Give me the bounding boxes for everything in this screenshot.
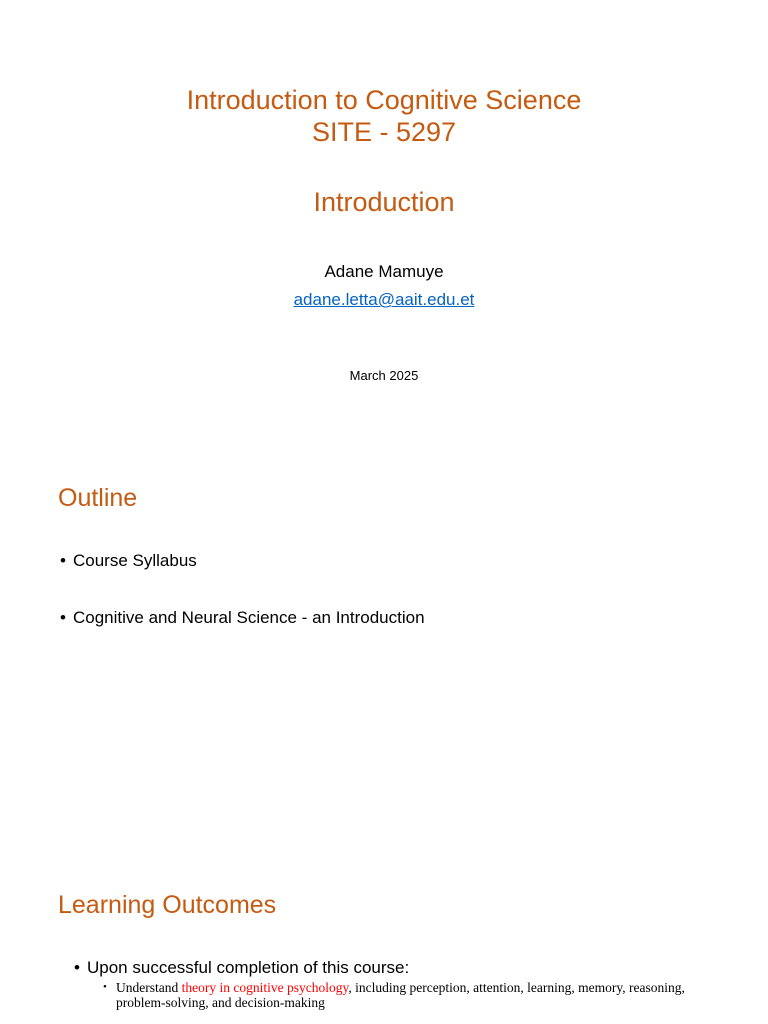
outcomes-sublist — [103, 980, 734, 1010]
learning-outcomes-slide — [0, 860, 768, 1024]
course-code: SITE - 5297 — [311, 117, 457, 147]
title-slide — [0, 0, 768, 440]
outcome-suffix: , including perception, attention, learning, memory, reasoning, problem-solving, and decision-making — [116, 980, 685, 1010]
email-link[interactable]: adane.letta@aait.edu.et — [293, 290, 475, 309]
subtitle-block — [0, 186, 768, 218]
outcomes-intro-item — [74, 958, 734, 1010]
outline-item-intro: • Cognitive and Neural Science - an Introduction — [60, 608, 425, 628]
outcome-highlight: theory in cognitive psychology — [181, 980, 349, 995]
outcomes-list — [74, 958, 734, 1010]
course-title: Introduction to Cognitive Science — [186, 85, 582, 115]
outline-list-1 — [60, 551, 197, 571]
outcome-prefix: Understand — [116, 980, 182, 995]
outline-list-2 — [60, 608, 425, 628]
outcomes-intro-text: Upon successful completion of this course: — [87, 958, 410, 977]
outline-item-syllabus: • Course Syllabus — [60, 551, 197, 571]
title-block — [0, 84, 768, 148]
slide-subtitle: Introduction — [313, 187, 455, 217]
email-line — [0, 290, 768, 310]
date-text: March 2025 — [349, 368, 419, 383]
outcome-item — [103, 980, 734, 1010]
author-name: Adane Mamuye — [324, 262, 444, 281]
outline-heading: Outline — [58, 484, 138, 512]
learning-outcomes-heading: Learning Outcomes — [58, 891, 277, 919]
outline-slide — [0, 440, 768, 860]
